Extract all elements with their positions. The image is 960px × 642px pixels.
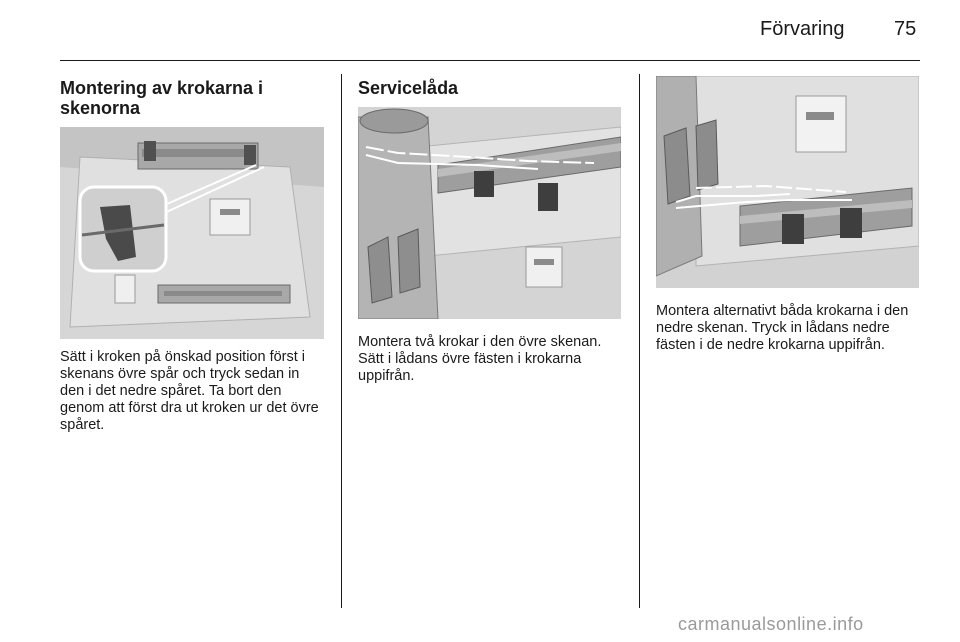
page-number: 75 [894,18,917,40]
watermark: carmanualsonline.info [678,614,864,634]
section-heading: Servicelåda [358,78,459,98]
header-rule [60,60,920,61]
figure-service-box-upper-rail [358,107,621,319]
section-heading: Montering av krokarna i skenorna [60,78,264,118]
figure-hook-mounting [60,127,324,339]
chapter-title: Förvaring [760,18,845,40]
body-paragraph: Sätt i kroken på önskad position först i skenans övre spår och tryck sedan in den i det nedre spåret. Ta bort den genom att först dra ut kroken ur det övre spåret. [60,349,319,433]
figure-service-box-lower-rail [656,76,919,288]
body-paragraph: Montera alternativt båda krokarna i den nedre skenan. Tryck in lådans nedre fästen i de nedre krokarna uppifrån. [656,303,909,353]
illustration-box-hooks-lower-rail [656,76,919,288]
illustration-box-hooks-upper-rail [358,107,621,319]
column-divider [341,74,342,608]
illustration-hook-in-rail [60,127,324,339]
body-paragraph: Montera två krokar i den övre skenan. Sätt i lådans övre fästen i krokarna uppifrån. [358,334,602,384]
column-divider [639,74,640,608]
